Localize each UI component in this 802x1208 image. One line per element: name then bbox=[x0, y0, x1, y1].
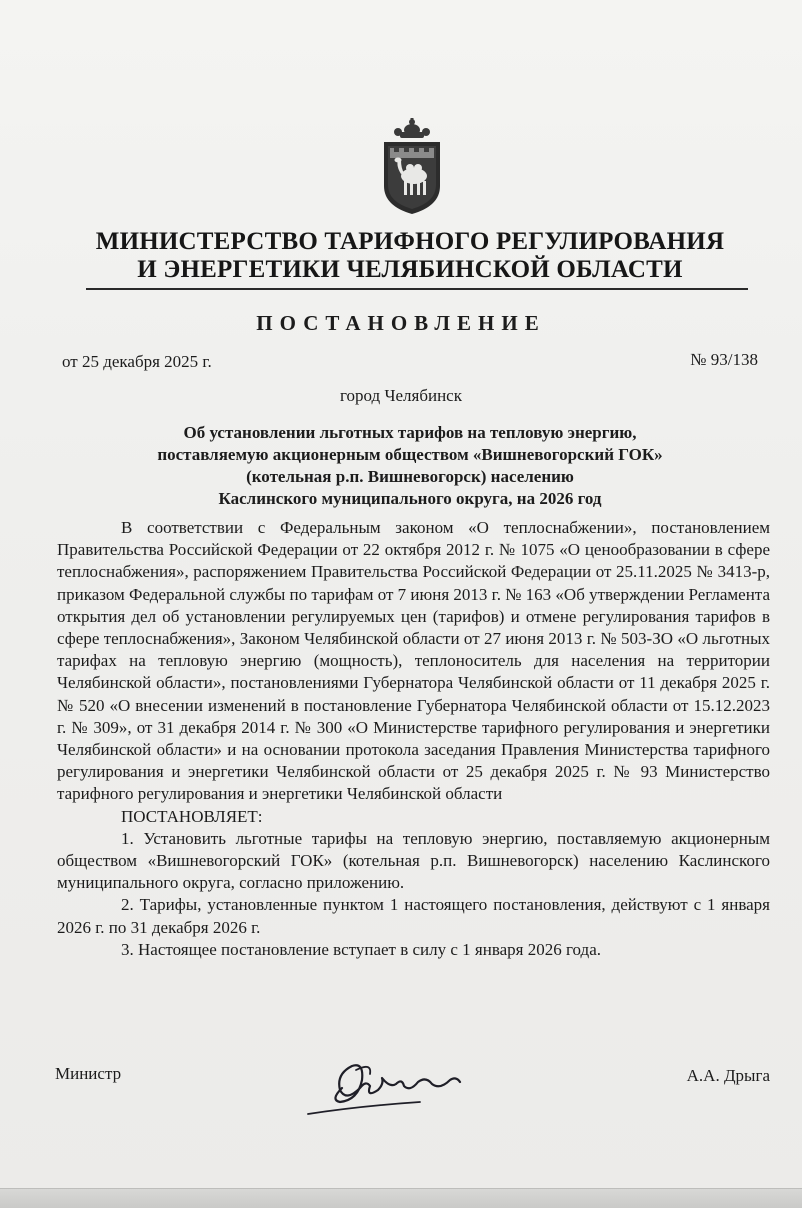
header-divider bbox=[86, 288, 748, 290]
decree-item: 3. Настоящее постановление вступает в силу с 1 января 2026 года. bbox=[121, 939, 602, 959]
document-city: город Челябинск bbox=[339, 386, 462, 405]
signer-title: Министр bbox=[55, 1064, 122, 1083]
subject-line: поставляемую акционерным обществом «Вишневогорский ГОК» bbox=[157, 445, 663, 464]
document-body bbox=[57, 517, 770, 961]
preamble-paragraph: В соответствии с Федеральным законом «О теплоснабжении», постановлением Правительства Российской Федерации от 22 октября 2012 г. № 1075 «О ценообразовании в сфере теплоснабжения», распоряжением Правительства Российской Федерации от 25.11.2025 № 3413-р, приказом Федеральной службы по тарифам от 7 июня 2013 г. № 163 «Об утверждении Регламента открытия дел об установлении регулируемых цен (тарифов) и отмене регулирования тарифов в сфере теплоснабжения», Законом Челябинской области от 27 июня 2013 г. № 503-ЗО «О льготных тарифах на тепловую энергию (мощность), теплоноситель для населения на территории Челябинской области», постановлениями Губернатора Челябинской области от 11 декабря 2025 г. № 520 «О внесении изменений в постановление Губернатора Челябинской области от 15.12.2023 г. № 309», от 31 декабря 2014 г. № 300 «О Министерстве тарифного регулирования и энергетики Челябинской области» и на основании протокола заседания Правления Министерства тарифного регулирования и энергетики Челябинской области от 25 декабря 2025 г. № 93 Министерство тарифного регулирования и энергетики Челябинской области bbox=[57, 518, 770, 804]
decree-item: 1. Установить льготные тарифы на тепловую энергию, поставляемую акционерным обществом «Вишневогорский ГОК» (котельная р.п. Вишневогорск) населению Каслинского муниципального округа, согласно приложению. bbox=[57, 828, 770, 893]
subject-line: Каслинского муниципального округа, на 2026 год bbox=[218, 489, 602, 508]
decree-item: 2. Тарифы, установленные пунктом 1 настоящего постановления, действуют с 1 января 2026 г. по 31 декабря 2026 г. bbox=[57, 895, 770, 937]
handwritten-signature bbox=[300, 1040, 480, 1120]
document-subject bbox=[60, 422, 760, 510]
document-type: ПОСТАНОВЛЕНИЕ bbox=[256, 311, 546, 335]
decree-statement: ПОСТАНОВЛЯЕТ: bbox=[121, 806, 263, 826]
document-date: от 25 декабря 2025 г. bbox=[62, 352, 212, 371]
ministry-title-line1: МИНИСТЕРСТВО ТАРИФНОГО РЕГУЛИРОВАНИЯ bbox=[95, 228, 725, 255]
document-number: № 93/138 bbox=[690, 350, 758, 369]
coat-of-arms-icon bbox=[374, 118, 450, 216]
subject-line: (котельная р.п. Вишневогорск) населению bbox=[246, 467, 574, 486]
subject-line: Об установлении льготных тарифов на тепловую энергию, bbox=[183, 423, 637, 442]
ministry-title-line2: И ЭНЕРГЕТИКИ ЧЕЛЯБИНСКОЙ ОБЛАСТИ bbox=[137, 256, 683, 283]
ministry-title bbox=[40, 228, 780, 284]
signer-name: А.А. Дрыга bbox=[686, 1066, 770, 1085]
page-bottom-edge bbox=[0, 1188, 802, 1208]
